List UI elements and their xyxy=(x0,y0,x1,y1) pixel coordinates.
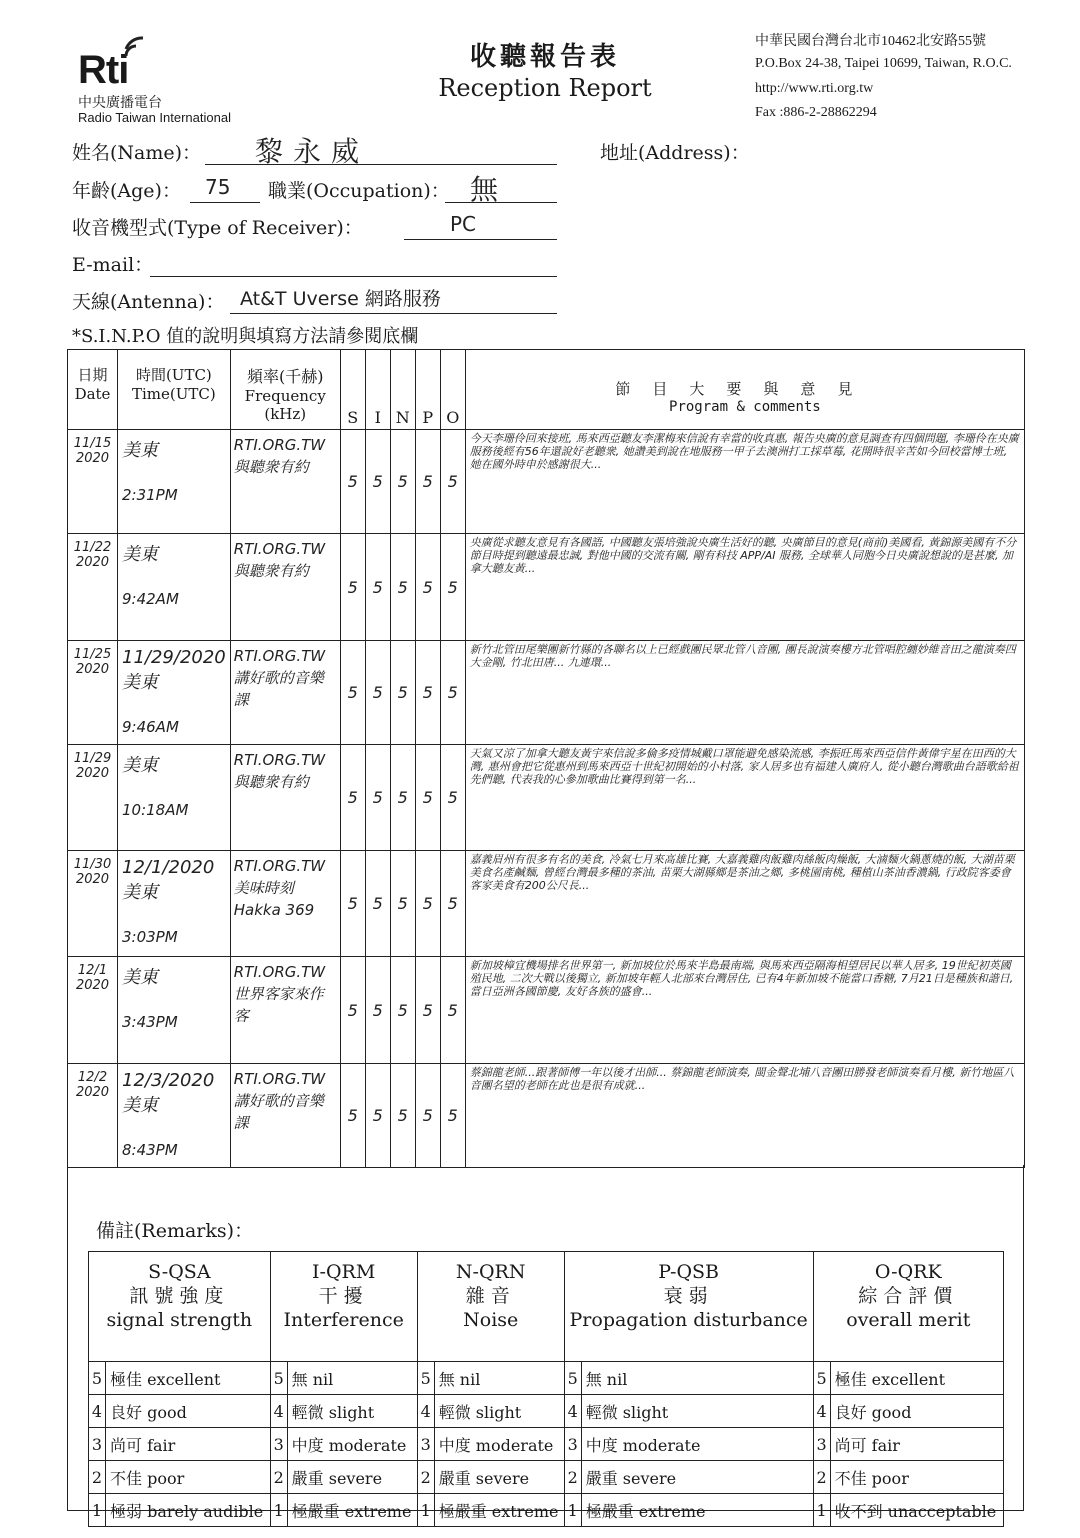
entry-date: 11/22 2020 xyxy=(68,534,118,641)
sinpo-legend-table xyxy=(88,1251,1004,1527)
broadcast-waves-icon xyxy=(122,34,150,62)
legend-cell: 極弱 barely audible xyxy=(106,1494,271,1527)
legend-row xyxy=(89,1395,1004,1428)
entry-sinpo-i: 5 xyxy=(365,641,390,745)
log-row xyxy=(68,430,1025,534)
entry-date: 12/2 2020 xyxy=(68,1064,118,1168)
entry-time-bottom: 3:03PM xyxy=(122,928,178,946)
o-header: O xyxy=(440,350,465,430)
entry-time-bottom: 2:31PM xyxy=(122,486,178,504)
entry-comment: 新竹北管田尾樂團新竹縣的各聯名以上已經戲團民眾北管八音團, 團長說演奏樓方北管唱腔纏妙維音田之龍演奏四大金剛, 竹北田唐... 九連環... xyxy=(465,641,1024,745)
legend-cell: 收不到 unacceptable xyxy=(830,1494,1003,1527)
legend-cell: 不佳 poor xyxy=(830,1461,1003,1494)
fax-number: Fax :886-2-28862294 xyxy=(755,105,877,120)
logo-english-name: Radio Taiwan International xyxy=(78,110,231,125)
legend-cell: 中度 moderate xyxy=(287,1428,417,1461)
legend-level: 4 xyxy=(813,1395,830,1428)
legend-cell: 嚴重 severe xyxy=(287,1461,417,1494)
legend-cell: 無 nil xyxy=(434,1362,564,1395)
entry-date: 11/15 2020 xyxy=(68,430,118,534)
entry-sinpo-n: 5 xyxy=(390,641,415,745)
entry-time-top: 美東 xyxy=(122,544,158,565)
entry-sinpo-o: 5 xyxy=(440,745,465,851)
entry-sinpo-s: 5 xyxy=(340,430,365,534)
comments-header-en: Program & comments xyxy=(669,399,821,415)
legend-en: Interference xyxy=(283,1309,404,1331)
age-value: 75 xyxy=(205,175,231,199)
entry-sinpo-o: 5 xyxy=(440,851,465,957)
legend-cell: 中度 moderate xyxy=(434,1428,564,1461)
legend-cell: 良好 good xyxy=(106,1395,271,1428)
entry-time-top: 12/1/2020 美東 xyxy=(122,857,215,903)
legend-level: 3 xyxy=(564,1428,581,1461)
age-label: 年齡(Age)： xyxy=(72,180,181,202)
entry-date: 12/1 2020 xyxy=(68,957,118,1064)
legend-row xyxy=(89,1362,1004,1395)
legend-code: O-QRK xyxy=(874,1261,942,1283)
legend-cn: 雜音 xyxy=(465,1285,516,1307)
legend-cell: 無 nil xyxy=(581,1362,813,1395)
entry-time xyxy=(118,430,231,534)
legend-column-header xyxy=(417,1252,564,1362)
address-line-2: P.O.Box 24-38, Taipei 10699, Taiwan, R.O.C. xyxy=(755,56,1012,71)
legend-en: signal strength xyxy=(106,1309,253,1331)
logo-chinese-name: 中央廣播電台 xyxy=(78,95,162,111)
report-title-en: Reception Report xyxy=(438,74,652,102)
entry-time-bottom: 10:18AM xyxy=(122,801,189,819)
sinpo-note: *S.I.N.P.O 值的說明與填寫方法請參閱底欄 xyxy=(72,326,419,347)
log-row xyxy=(68,957,1025,1064)
entry-sinpo-s: 5 xyxy=(340,745,365,851)
entry-sinpo-i: 5 xyxy=(365,851,390,957)
entry-time-top: 11/29/2020 美東 xyxy=(122,647,226,693)
entry-sinpo-n: 5 xyxy=(390,430,415,534)
antenna-value: At&T Uverse 網路服務 xyxy=(240,288,441,310)
legend-cell: 無 nil xyxy=(287,1362,417,1395)
entry-sinpo-o: 5 xyxy=(440,641,465,745)
entry-sinpo-o: 5 xyxy=(440,1064,465,1168)
entry-time-bottom: 8:43PM xyxy=(122,1141,178,1159)
entry-time-bottom: 9:42AM xyxy=(122,590,179,608)
legend-cn: 綜合評價 xyxy=(858,1285,959,1307)
entry-sinpo-i: 5 xyxy=(365,534,390,641)
entry-sinpo-i: 5 xyxy=(365,430,390,534)
legend-column-header xyxy=(564,1252,813,1362)
receiver-label: 收音機型式(Type of Receiver)： xyxy=(72,217,363,239)
legend-row xyxy=(89,1461,1004,1494)
entry-time-top: 美東 xyxy=(122,440,158,461)
legend-cell: 嚴重 severe xyxy=(434,1461,564,1494)
entry-time-bottom: 3:43PM xyxy=(122,1013,178,1031)
legend-level: 2 xyxy=(564,1461,581,1494)
entry-frequency: RTI.ORG.TW 世界客家來作客 xyxy=(230,957,340,1064)
entry-time-top: 12/3/2020 美東 xyxy=(122,1070,215,1116)
name-value: 黎永威 xyxy=(255,135,370,168)
time-header: 時間(UTC) Time(UTC) xyxy=(118,350,231,430)
legend-level: 1 xyxy=(813,1494,830,1527)
email-label: E-mail： xyxy=(72,254,154,276)
legend-column-header xyxy=(89,1252,271,1362)
name-label: 姓名(Name)： xyxy=(72,142,202,164)
entry-date: 11/29 2020 xyxy=(68,745,118,851)
receiver-value: PC xyxy=(450,212,477,236)
legend-level: 4 xyxy=(564,1395,581,1428)
comments-header xyxy=(465,350,1024,430)
legend-level: 3 xyxy=(813,1428,830,1461)
legend-cn: 干擾 xyxy=(318,1285,369,1307)
website-url: http://www.rti.org.tw xyxy=(755,81,874,96)
legend-cell: 極嚴重 extreme xyxy=(287,1494,417,1527)
entry-comment: 天氣又涼了加拿大聽友黃宇來信說多倫多疫情城戴口罩能避免感染流感, 李振旺馬來西亞信件黃偉宇星在田西的大灣, 惠州會把它從惠州到馬來西亞十世紀初開始的小村落, 家人居多也有福建人廣府人, 從小聽台灣歌曲台語歌給祖先們聽, 代表我的心參加歌曲比賽得到第一名... xyxy=(465,745,1024,851)
comments-header-cn: 節目大要與意見 xyxy=(615,380,875,398)
entry-time xyxy=(118,641,231,745)
legend-cell: 尚可 fair xyxy=(106,1428,271,1461)
legend-cell: 極佳 excellent xyxy=(830,1362,1003,1395)
legend-level: 2 xyxy=(89,1461,106,1494)
legend-level: 2 xyxy=(270,1461,287,1494)
legend-column-header xyxy=(813,1252,1003,1362)
entry-time xyxy=(118,534,231,641)
entry-sinpo-s: 5 xyxy=(340,957,365,1064)
entry-sinpo-i: 5 xyxy=(365,745,390,851)
legend-level: 4 xyxy=(417,1395,434,1428)
legend-level: 1 xyxy=(417,1494,434,1527)
entry-frequency: RTI.ORG.TW 講好歌的音樂課 xyxy=(230,1064,340,1168)
address-line-1: 中華民國台灣台北市10462北安路55號 xyxy=(755,34,986,49)
log-row xyxy=(68,641,1025,745)
entry-sinpo-o: 5 xyxy=(440,430,465,534)
i-header: I xyxy=(365,350,390,430)
legend-code: N-QRN xyxy=(455,1261,526,1283)
entry-sinpo-n: 5 xyxy=(390,851,415,957)
legend-code: P-QSB xyxy=(658,1261,720,1283)
legend-cell: 極嚴重 extreme xyxy=(581,1494,813,1527)
entry-time xyxy=(118,745,231,851)
antenna-label: 天線(Antenna)： xyxy=(72,291,225,313)
entry-comment: 蔡錦龍老師...跟著師傅一年以後才出師... 蔡錦龍老師演奏, 閩金聲北埔八音團田勝發老師演奏看月樓, 新竹地區八音團名望的老師在此也是很有成就... xyxy=(465,1064,1024,1168)
entry-sinpo-i: 5 xyxy=(365,1064,390,1168)
legend-level: 3 xyxy=(417,1428,434,1461)
legend-code: S-QSA xyxy=(148,1261,211,1283)
rti-logo: Rti xyxy=(78,48,129,92)
legend-en: overall merit xyxy=(846,1309,971,1331)
entry-sinpo-p: 5 xyxy=(415,641,440,745)
entry-sinpo-i: 5 xyxy=(365,957,390,1064)
entry-sinpo-p: 5 xyxy=(415,430,440,534)
entry-time xyxy=(118,851,231,957)
legend-level: 3 xyxy=(89,1428,106,1461)
reception-log-table xyxy=(67,349,1025,1168)
legend-level: 1 xyxy=(270,1494,287,1527)
entry-frequency: RTI.ORG.TW 與聽衆有約 xyxy=(230,745,340,851)
legend-cn: 衰弱 xyxy=(663,1285,714,1307)
entry-frequency: RTI.ORG.TW 講好歌的音樂課 xyxy=(230,641,340,745)
legend-level: 1 xyxy=(564,1494,581,1527)
legend-level: 4 xyxy=(270,1395,287,1428)
log-row xyxy=(68,1064,1025,1168)
entry-sinpo-o: 5 xyxy=(440,957,465,1064)
legend-cell: 尚可 fair xyxy=(830,1428,1003,1461)
legend-row xyxy=(89,1428,1004,1461)
log-row xyxy=(68,534,1025,641)
legend-row xyxy=(89,1494,1004,1527)
entry-sinpo-s: 5 xyxy=(340,534,365,641)
legend-level: 1 xyxy=(89,1494,106,1527)
entry-sinpo-n: 5 xyxy=(390,1064,415,1168)
entry-sinpo-p: 5 xyxy=(415,745,440,851)
entry-time xyxy=(118,1064,231,1168)
entry-frequency: RTI.ORG.TW 與聽衆有約 xyxy=(230,534,340,641)
entry-sinpo-p: 5 xyxy=(415,957,440,1064)
legend-level: 5 xyxy=(417,1362,434,1395)
entry-comment: 今天李珊伶回來接班, 馬來西亞聽友李潔梅來信說有幸當的收真惠, 報告央廣的意見調查有四個問題, 李珊伶在央廣服務後經有56年還說好老聽衆, 她讚美到說在地服務一甲子去澳洲打工採草莓, 花開時很辛苦如今回校當博士班, 她在國外時申於感謝很大... xyxy=(465,430,1024,534)
entry-time-top: 美東 xyxy=(122,755,158,776)
report-title-cn: 收聽報告表 xyxy=(469,42,620,72)
entry-sinpo-n: 5 xyxy=(390,534,415,641)
legend-cell: 嚴重 severe xyxy=(581,1461,813,1494)
date-header: 日期 Date xyxy=(68,350,118,430)
entry-comment: 央廣從求聽友意見有各國語, 中國聽友張培強說央廣生活好的聽, 央廣節目的意見(商前)美國看, 黃錦源美國有不分節目時提到聽遠最忠誠, 對他中國的交流有關, 剛有科技 APP/AI 服務, 全球華人同胞今日央廣說想說的是甚麼, 加拿大聽友黃... xyxy=(465,534,1024,641)
p-header: P xyxy=(415,350,440,430)
log-row xyxy=(68,745,1025,851)
entry-comment: 新加坡樟宜機場排名世界第一, 新加坡位於馬來半島最南端, 與馬來西亞隔海相望居民以華人居多, 19世紀初英國殖民地, 二次大戰以後獨立, 新加坡年輕人北部來台灣居住, 已有4年新加坡不能當口香糖, 7月21日是種族和諧日, 當日亞洲各國節慶, 友好各族的盛會... xyxy=(465,957,1024,1064)
entry-time xyxy=(118,957,231,1064)
legend-en: Propagation disturbance xyxy=(569,1309,808,1331)
entry-time-bottom: 9:46AM xyxy=(122,718,179,736)
legend-level: 5 xyxy=(89,1362,106,1395)
entry-sinpo-s: 5 xyxy=(340,641,365,745)
legend-cell: 輕微 slight xyxy=(287,1395,417,1428)
legend-cell: 輕微 slight xyxy=(581,1395,813,1428)
legend-en: Noise xyxy=(463,1309,519,1331)
legend-level: 2 xyxy=(813,1461,830,1494)
entry-sinpo-p: 5 xyxy=(415,1064,440,1168)
entry-date: 11/30 2020 xyxy=(68,851,118,957)
entry-sinpo-n: 5 xyxy=(390,957,415,1064)
remarks-label: 備註(Remarks)： xyxy=(96,1220,254,1242)
legend-cell: 中度 moderate xyxy=(581,1428,813,1461)
entry-sinpo-s: 5 xyxy=(340,851,365,957)
legend-cn: 訊號強度 xyxy=(129,1285,230,1307)
entry-comment: 嘉義眉州有很多有名的美食, 冷氣七月來高雄比賽, 大嘉義雞肉飯雞肉絲飯肉燥飯, 大滷麵火鍋蔥燒的飯, 大湖苗栗美食名產鹹麵, 曾經台灣最多種的茶油, 苗栗大湖縣鄉是茶油之鄉, 多桃園南桃, 種植山茶油香濃鍋, 行政院客委會客家美食有200公尺長... xyxy=(465,851,1024,957)
legend-code: I-QRM xyxy=(312,1261,376,1283)
entry-sinpo-p: 5 xyxy=(415,534,440,641)
legend-cell: 良好 good xyxy=(830,1395,1003,1428)
legend-level: 2 xyxy=(417,1461,434,1494)
occupation-value: 無 xyxy=(470,173,499,206)
legend-column-header xyxy=(270,1252,417,1362)
legend-cell: 極佳 excellent xyxy=(106,1362,271,1395)
frequency-header xyxy=(230,350,340,430)
entry-frequency: RTI.ORG.TW 與聽衆有約 xyxy=(230,430,340,534)
frequency-header-cn: 頻率(千赫) xyxy=(247,367,324,386)
log-row xyxy=(68,851,1025,957)
n-header: N xyxy=(390,350,415,430)
s-header: S xyxy=(340,350,365,430)
address-label: 地址(Address)： xyxy=(600,142,750,164)
legend-level: 5 xyxy=(564,1362,581,1395)
legend-level: 4 xyxy=(89,1395,106,1428)
legend-cell: 輕微 slight xyxy=(434,1395,564,1428)
entry-frequency: RTI.ORG.TW 美味時刻 Hakka 369 xyxy=(230,851,340,957)
entry-sinpo-n: 5 xyxy=(390,745,415,851)
occupation-label: 職業(Occupation)： xyxy=(268,180,450,202)
legend-cell: 不佳 poor xyxy=(106,1461,271,1494)
frequency-header-en: Frequency (kHz) xyxy=(244,387,326,423)
legend-level: 3 xyxy=(270,1428,287,1461)
entry-sinpo-p: 5 xyxy=(415,851,440,957)
entry-date: 11/25 2020 xyxy=(68,641,118,745)
entry-sinpo-o: 5 xyxy=(440,534,465,641)
entry-time-top: 美東 xyxy=(122,967,158,988)
legend-level: 5 xyxy=(813,1362,830,1395)
entry-sinpo-s: 5 xyxy=(340,1064,365,1168)
legend-level: 5 xyxy=(270,1362,287,1395)
legend-cell: 極嚴重 extreme xyxy=(434,1494,564,1527)
